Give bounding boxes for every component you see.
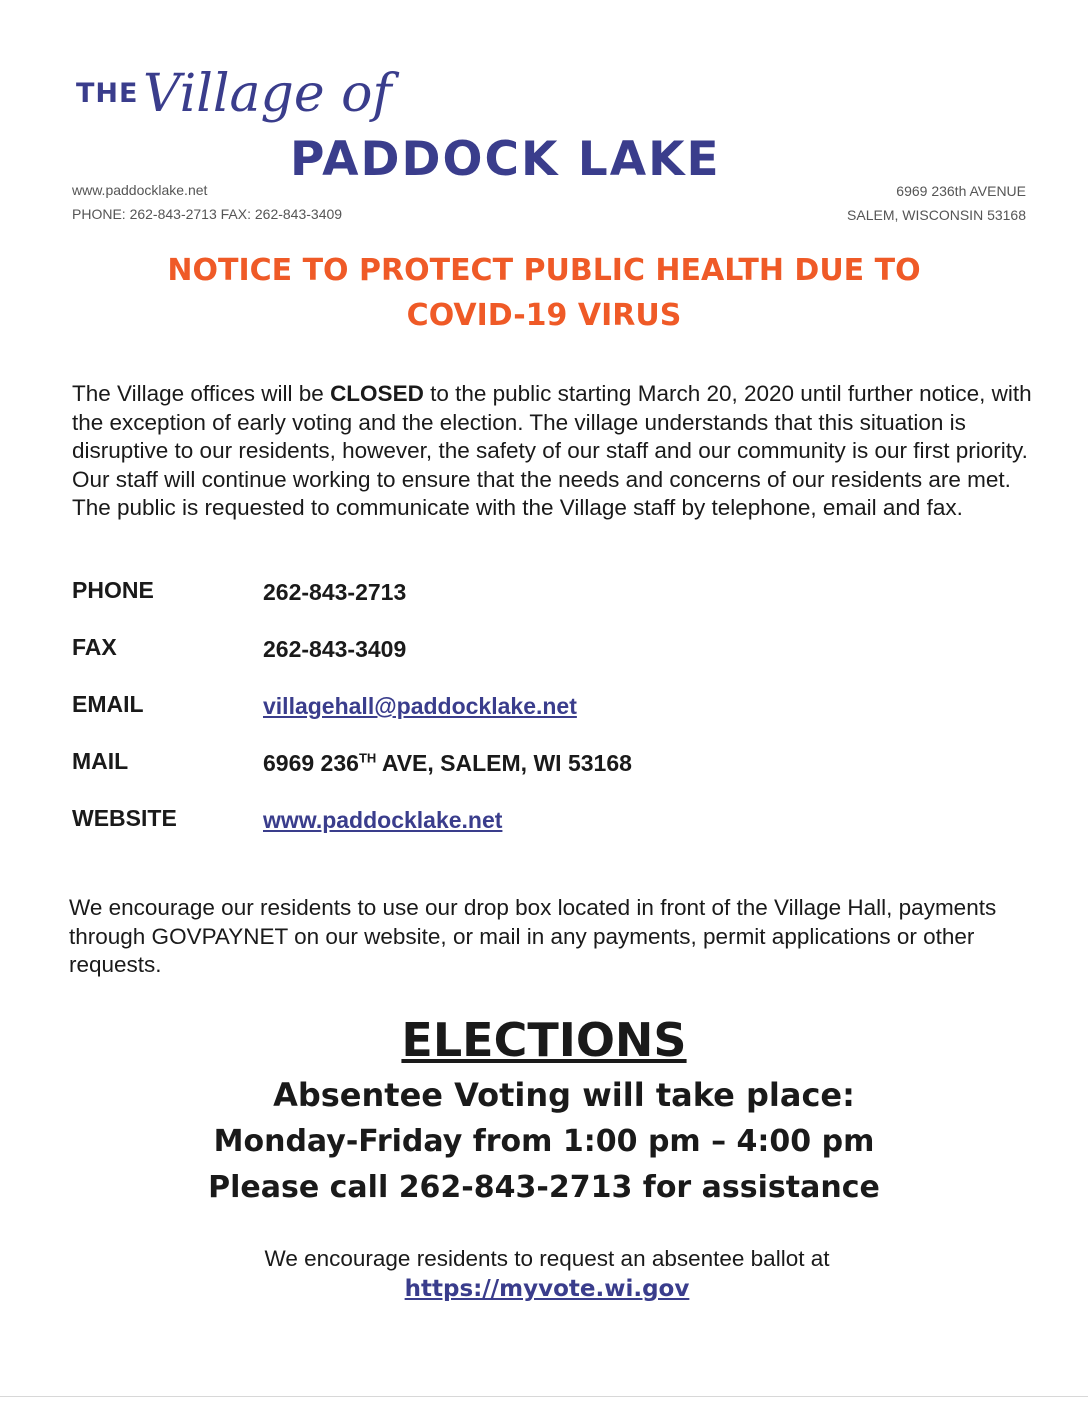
drop-box-paragraph: We encourage our residents to use our drop box located in front of the Village Hall, payments through GOVPAYNET on our website, or mail in any payments, permit applications or other requests. [69,895,997,977]
mail-street-number: 6969 236 [263,750,359,776]
contact-label-phone: PHONE [72,577,154,603]
contact-email-link[interactable]: villagehall@paddocklake.net [263,693,577,719]
mail-ordinal-suffix: TH [358,750,377,766]
contact-label-website: WEBSITE [72,805,177,831]
myvote-link[interactable]: https://myvote.wi.gov [404,1276,690,1302]
closed-emphasis: CLOSED [330,381,424,406]
letterhead-address-line1: 6969 236th AVENUE [896,183,1026,199]
logo-village-script: Village of [143,64,392,124]
contact-value-mail [263,750,632,777]
voting-hours-line: Monday-Friday from 1:00 pm – 4:00 pm [213,1124,875,1159]
contact-label-email: EMAIL [72,691,144,717]
notice-title-line2: COVID-19 VIRUS [406,298,682,333]
contact-label-fax: FAX [72,634,117,660]
intro-text-rest: to the public starting March 20, 2020 until further notice, with the exception of early voting and the election. The village understands that this situation is disruptive to our residents, however, the safety of our staff and our community is our first priority. Our staff will continue working to ensure that the needs and concerns of our residents are met. The public is requested to communicate with the Village staff by telephone, email and fax. [72,381,1032,520]
contact-label-mail: MAIL [72,748,129,774]
intro-paragraph [72,380,1032,523]
assistance-call-line: Please call 262-843-2713 for assistance [208,1170,880,1205]
intro-text-start: The Village offices will be [72,381,331,406]
logo-the: THE [76,78,139,109]
notice-title [0,248,1088,338]
page-bottom-rule [0,1396,1088,1397]
notice-title-line1: NOTICE TO PROTECT PUBLIC HEALTH DUE TO [167,253,921,288]
elections-heading: ELECTIONS [401,1013,687,1067]
contact-value-fax: 262-843-3409 [263,636,407,662]
letterhead-phone-fax: PHONE: 262-843-2713 FAX: 262-843-3409 [72,206,343,222]
absentee-ballot-text: We encourage residents to request an absentee ballot at [264,1246,830,1271]
absentee-voting-line: Absentee Voting will take place: [273,1076,855,1114]
logo-paddock-lake: PADDOCK LAKE [290,132,721,187]
letterhead-website[interactable]: www.paddocklake.net [72,182,208,198]
mail-street-city: AVE, SALEM, WI 53168 [376,750,632,776]
contact-website-link[interactable]: www.paddocklake.net [263,807,503,833]
letterhead-address-line2: SALEM, WISCONSIN 53168 [847,207,1026,223]
contact-value-phone: 262-843-2713 [263,579,407,605]
